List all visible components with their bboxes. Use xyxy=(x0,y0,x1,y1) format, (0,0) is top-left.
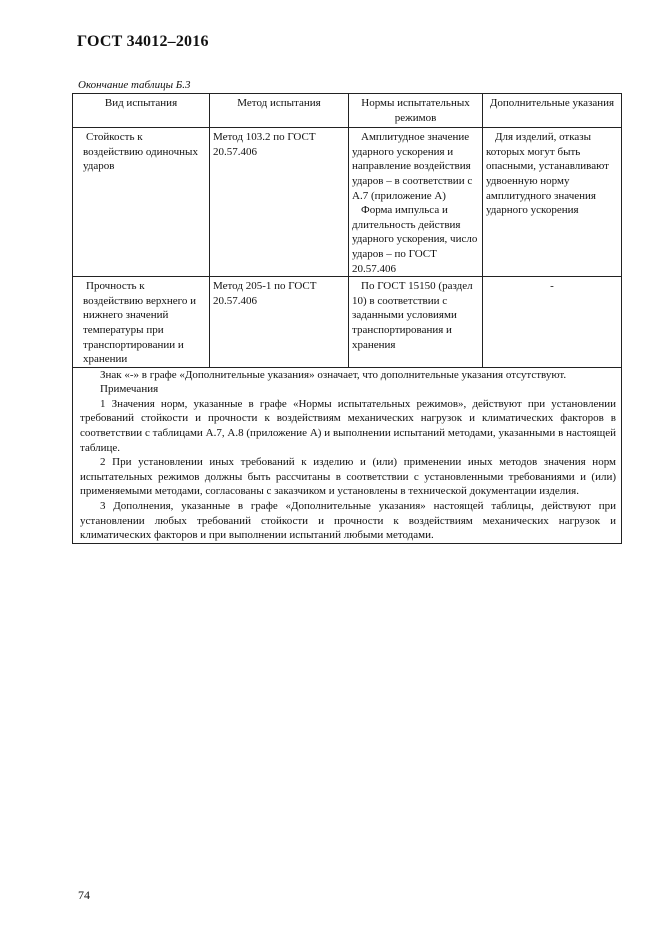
column-header-notes: Дополнительные указания xyxy=(483,94,622,128)
cell-norms: По ГОСТ 15150 (раздел 10) в соответствии с заданными условиями транспортирования и хранения xyxy=(349,277,483,368)
note-item: 2 При установлении иных требований к изделию и (или) применении иных методов значения норм испытательных режимов должны быть рассчитаны в соответствии с установленными требованиями и (или) применяемыми методами, согласованы с заказчиком и установлены в технической документации изделия. xyxy=(80,456,616,498)
cell-test-type: Прочность к воздействию верхнего и нижнего значений температуры при транспортировании и хранении xyxy=(73,277,210,368)
requirements-table xyxy=(72,93,622,544)
cell-notes: - xyxy=(483,277,622,368)
cell-method: Метод 205-1 по ГОСТ 20.57.406 xyxy=(210,277,349,368)
table-row xyxy=(73,128,622,277)
document-header: ГОСТ 34012–2016 xyxy=(77,33,209,50)
cell-norms xyxy=(349,128,483,277)
table-header-row xyxy=(73,94,622,128)
column-header-method: Метод испытания xyxy=(210,94,349,128)
table-footnotes xyxy=(73,367,622,543)
page-number: 74 xyxy=(78,888,90,902)
note-item: 1 Значения норм, указанные в графе «Нормы испытательных режимов», действуют при установлении требований стойкости и прочности к воздействиям механических нагрузок и климатических факторов в соответствии с таблицами А.7, А.8 (приложение А) и выполнении испытаний методами, указанными в настоящей таблице. xyxy=(80,397,616,454)
table-caption: Окончание таблицы Б.3 xyxy=(78,79,191,91)
column-header-norms: Нормы испытательных режимов xyxy=(349,94,483,128)
norms-paragraph: Амплитудное значение ударного ускорения и направление воздействия ударов – в соответствии с А.7 (приложение А) xyxy=(352,131,473,202)
cell-notes: Для изделий, отказы которых могут быть опасными, устанавливают удвоенную норму амплитудного значения ударного ускорения xyxy=(483,128,622,277)
notes-heading: Примечания xyxy=(100,383,159,396)
column-header-test-type: Вид испытания xyxy=(73,94,210,128)
table-row xyxy=(73,277,622,368)
cell-test-type: Стойкость к воздействию одиночных ударов xyxy=(73,128,210,277)
dash-explanation: Знак «-» в графе «Дополнительные указания» означает, что дополнительные указания отсутствуют. xyxy=(100,368,567,381)
norms-paragraph: Форма импульса и длительность действия ударного ускорения, число ударов – по ГОСТ 20.57.406 xyxy=(352,204,478,275)
table-footnote-row xyxy=(73,367,622,543)
cell-method: Метод 103.2 по ГОСТ 20.57.406 xyxy=(210,128,349,277)
note-item: 3 Дополнения, указанные в графе «Дополнительные указания» настоящей таблицы, действуют при установлении любых требований стойкости и прочности к воздействиям механических нагрузок и климатических факторов и при выполнении испытаний любыми методами. xyxy=(80,500,616,542)
